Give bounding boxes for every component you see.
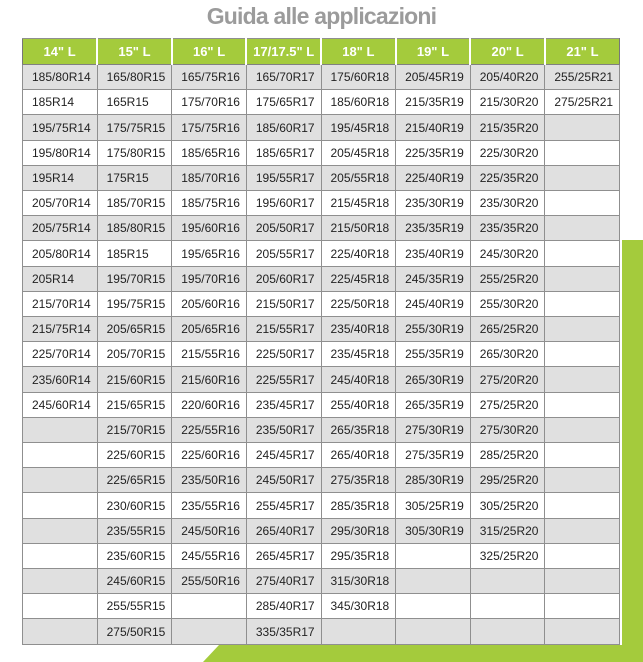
table-cell xyxy=(545,518,620,543)
table-cell: 185/75R16 xyxy=(172,191,247,216)
table-row xyxy=(23,594,620,619)
table-cell: 175/60R18 xyxy=(321,65,396,90)
table-cell xyxy=(321,619,396,645)
table-cell: 225/40R18 xyxy=(321,241,396,266)
table-row xyxy=(23,216,620,241)
table-header-row xyxy=(23,39,620,65)
table-cell: 225/50R18 xyxy=(321,291,396,316)
table-row xyxy=(23,165,620,190)
table-cell xyxy=(545,569,620,594)
applications-table xyxy=(22,38,620,645)
table-cell xyxy=(396,594,471,619)
right-green-band xyxy=(622,240,643,662)
table-cell: 205/70R14 xyxy=(23,191,98,216)
table-cell: 265/45R17 xyxy=(246,543,321,568)
table-cell xyxy=(172,619,247,645)
table-cell: 195/60R16 xyxy=(172,216,247,241)
table-cell: 345/30R18 xyxy=(321,594,396,619)
table-cell: 175/70R16 xyxy=(172,90,247,115)
table-cell: 295/35R18 xyxy=(321,543,396,568)
table-cell: 265/35R19 xyxy=(396,392,471,417)
table-cell: 215/70R14 xyxy=(23,291,98,316)
table-cell: 205/55R18 xyxy=(321,165,396,190)
table-cell xyxy=(545,266,620,291)
table-cell: 185/80R15 xyxy=(97,216,172,241)
table-cell: 245/50R17 xyxy=(246,468,321,493)
table-cell: 245/50R16 xyxy=(172,518,247,543)
table-row xyxy=(23,417,620,442)
table-cell: 305/30R19 xyxy=(396,518,471,543)
table-cell: 285/40R17 xyxy=(246,594,321,619)
table-cell: 205/75R14 xyxy=(23,216,98,241)
table-cell: 205/50R17 xyxy=(246,216,321,241)
table-cell: 235/60R14 xyxy=(23,367,98,392)
bottom-green-band xyxy=(203,645,643,662)
table-cell: 255/45R17 xyxy=(246,493,321,518)
table-cell: 235/30R19 xyxy=(396,191,471,216)
table-cell: 235/35R19 xyxy=(396,216,471,241)
table-cell: 225/70R14 xyxy=(23,342,98,367)
table-cell: 175R15 xyxy=(97,165,172,190)
table-cell: 245/60R15 xyxy=(97,569,172,594)
table-cell xyxy=(545,191,620,216)
table-cell: 305/25R20 xyxy=(470,493,545,518)
table-cell: 235/50R17 xyxy=(246,417,321,442)
table-row xyxy=(23,342,620,367)
table-row xyxy=(23,468,620,493)
table-cell xyxy=(545,392,620,417)
table-cell: 185/65R17 xyxy=(246,140,321,165)
table-cell xyxy=(545,468,620,493)
table-cell xyxy=(545,317,620,342)
table-cell: 235/40R19 xyxy=(396,241,471,266)
table-cell: 235/30R20 xyxy=(470,191,545,216)
table-cell: 285/30R19 xyxy=(396,468,471,493)
table-cell xyxy=(23,518,98,543)
table-cell: 165/80R15 xyxy=(97,65,172,90)
table-cell: 185/80R14 xyxy=(23,65,98,90)
table-body xyxy=(23,65,620,645)
table-cell xyxy=(545,417,620,442)
table-cell: 205/60R17 xyxy=(246,266,321,291)
table-cell: 325/25R20 xyxy=(470,543,545,568)
table-cell: 215/50R17 xyxy=(246,291,321,316)
table-cell: 255/30R20 xyxy=(470,291,545,316)
table-cell: 215/65R15 xyxy=(97,392,172,417)
column-header: 16" L xyxy=(172,39,247,65)
table-row xyxy=(23,241,620,266)
table-cell: 195/80R14 xyxy=(23,140,98,165)
table-cell: 185/60R17 xyxy=(246,115,321,140)
table-cell: 205/45R18 xyxy=(321,140,396,165)
table-cell: 265/30R20 xyxy=(470,342,545,367)
table-cell: 245/30R20 xyxy=(470,241,545,266)
table-cell: 195/75R14 xyxy=(23,115,98,140)
table-cell: 285/25R20 xyxy=(470,443,545,468)
table-cell: 265/25R20 xyxy=(470,317,545,342)
table-cell: 230/60R15 xyxy=(97,493,172,518)
table-cell xyxy=(545,619,620,645)
table-cell: 295/30R18 xyxy=(321,518,396,543)
table-cell: 235/55R15 xyxy=(97,518,172,543)
table-cell: 275/20R20 xyxy=(470,367,545,392)
table-cell: 185/70R15 xyxy=(97,191,172,216)
table-cell: 185/65R16 xyxy=(172,140,247,165)
table-cell xyxy=(545,342,620,367)
table-row xyxy=(23,65,620,90)
table-cell: 265/35R18 xyxy=(321,417,396,442)
table-cell xyxy=(396,619,471,645)
table-cell: 275/25R20 xyxy=(470,392,545,417)
column-header: 20" L xyxy=(470,39,545,65)
table-cell: 275/40R17 xyxy=(246,569,321,594)
table-cell: 305/25R19 xyxy=(396,493,471,518)
table-cell xyxy=(545,241,620,266)
table-cell: 195/70R15 xyxy=(97,266,172,291)
table-cell: 185R14 xyxy=(23,90,98,115)
table-cell xyxy=(23,493,98,518)
table-cell xyxy=(23,543,98,568)
table-cell: 175/75R15 xyxy=(97,115,172,140)
table-cell: 255/50R16 xyxy=(172,569,247,594)
table-cell: 215/40R19 xyxy=(396,115,471,140)
table-cell: 165/70R17 xyxy=(246,65,321,90)
table-cell: 255/40R18 xyxy=(321,392,396,417)
table-cell: 205/65R16 xyxy=(172,317,247,342)
table-cell xyxy=(23,594,98,619)
table-cell: 255/25R21 xyxy=(545,65,620,90)
table-row xyxy=(23,392,620,417)
table-cell: 215/45R18 xyxy=(321,191,396,216)
table-cell: 215/35R19 xyxy=(396,90,471,115)
table-cell xyxy=(545,543,620,568)
table-cell: 195/45R18 xyxy=(321,115,396,140)
table-cell: 235/45R17 xyxy=(246,392,321,417)
table-cell xyxy=(23,569,98,594)
table-cell: 205/60R16 xyxy=(172,291,247,316)
table-cell: 165R15 xyxy=(97,90,172,115)
table-cell: 215/75R14 xyxy=(23,317,98,342)
table-cell: 185/60R18 xyxy=(321,90,396,115)
table-cell xyxy=(545,594,620,619)
table-cell: 175/80R15 xyxy=(97,140,172,165)
table-cell: 205/80R14 xyxy=(23,241,98,266)
table-cell: 195/60R17 xyxy=(246,191,321,216)
table-cell: 265/40R17 xyxy=(246,518,321,543)
table-cell: 185R15 xyxy=(97,241,172,266)
column-header: 19" L xyxy=(396,39,471,65)
table-cell xyxy=(470,619,545,645)
table-cell: 225/50R17 xyxy=(246,342,321,367)
table-cell: 225/40R19 xyxy=(396,165,471,190)
table-cell xyxy=(545,443,620,468)
table-cell: 235/40R18 xyxy=(321,317,396,342)
table-row xyxy=(23,115,620,140)
table-row xyxy=(23,443,620,468)
table-cell: 225/35R20 xyxy=(470,165,545,190)
table-cell: 175/65R17 xyxy=(246,90,321,115)
table-cell: 205/55R17 xyxy=(246,241,321,266)
table-cell xyxy=(23,468,98,493)
table-cell: 275/25R21 xyxy=(545,90,620,115)
table-cell: 195/70R16 xyxy=(172,266,247,291)
table-row xyxy=(23,493,620,518)
table-cell: 255/55R15 xyxy=(97,594,172,619)
table-cell: 235/50R16 xyxy=(172,468,247,493)
table-cell: 215/55R16 xyxy=(172,342,247,367)
table-cell: 215/70R15 xyxy=(97,417,172,442)
table-cell xyxy=(23,443,98,468)
table-row xyxy=(23,291,620,316)
table-row xyxy=(23,619,620,645)
column-header: 18" L xyxy=(321,39,396,65)
table-cell: 215/60R16 xyxy=(172,367,247,392)
column-header: 14" L xyxy=(23,39,98,65)
table-cell: 195R14 xyxy=(23,165,98,190)
table-cell: 205/45R19 xyxy=(396,65,471,90)
table-cell: 235/60R15 xyxy=(97,543,172,568)
table-cell xyxy=(545,216,620,241)
table-cell: 275/30R20 xyxy=(470,417,545,442)
table-cell xyxy=(545,140,620,165)
table-cell: 205/70R15 xyxy=(97,342,172,367)
table-cell: 265/40R18 xyxy=(321,443,396,468)
table-cell: 265/30R19 xyxy=(396,367,471,392)
table-cell: 205/65R15 xyxy=(97,317,172,342)
column-header: 15" L xyxy=(97,39,172,65)
table-cell: 315/30R18 xyxy=(321,569,396,594)
table-cell xyxy=(23,417,98,442)
table-cell: 275/35R19 xyxy=(396,443,471,468)
table-cell: 215/35R20 xyxy=(470,115,545,140)
table-cell xyxy=(545,493,620,518)
table-cell: 235/35R20 xyxy=(470,216,545,241)
table-cell: 275/50R15 xyxy=(97,619,172,645)
table-cell xyxy=(545,165,620,190)
table-row xyxy=(23,569,620,594)
table-row xyxy=(23,317,620,342)
table-cell: 205R14 xyxy=(23,266,98,291)
table-cell: 245/35R19 xyxy=(396,266,471,291)
table-cell xyxy=(545,115,620,140)
table-row xyxy=(23,140,620,165)
table-cell: 215/50R18 xyxy=(321,216,396,241)
table-row xyxy=(23,543,620,568)
table-cell xyxy=(172,594,247,619)
table-cell: 175/75R16 xyxy=(172,115,247,140)
table-cell: 235/55R16 xyxy=(172,493,247,518)
table-cell: 245/55R16 xyxy=(172,543,247,568)
page-title: Guida alle applicazioni xyxy=(206,3,437,29)
table-row xyxy=(23,518,620,543)
table-cell: 205/40R20 xyxy=(470,65,545,90)
table-cell: 245/40R19 xyxy=(396,291,471,316)
table-cell xyxy=(545,367,620,392)
table-cell: 245/45R17 xyxy=(246,443,321,468)
table-cell: 255/30R19 xyxy=(396,317,471,342)
table-cell: 225/60R15 xyxy=(97,443,172,468)
table-cell xyxy=(23,619,98,645)
table-cell: 225/55R17 xyxy=(246,367,321,392)
table-cell: 255/35R19 xyxy=(396,342,471,367)
table-cell: 225/65R15 xyxy=(97,468,172,493)
table-row xyxy=(23,367,620,392)
table-cell: 195/55R17 xyxy=(246,165,321,190)
table-cell: 215/55R17 xyxy=(246,317,321,342)
table-cell: 255/25R20 xyxy=(470,266,545,291)
table-cell xyxy=(545,291,620,316)
table-cell: 245/40R18 xyxy=(321,367,396,392)
table-cell: 335/35R17 xyxy=(246,619,321,645)
table-cell: 295/25R20 xyxy=(470,468,545,493)
table-cell: 275/35R18 xyxy=(321,468,396,493)
table-cell: 165/75R16 xyxy=(172,65,247,90)
table-cell: 225/60R16 xyxy=(172,443,247,468)
table-cell: 245/60R14 xyxy=(23,392,98,417)
table-cell xyxy=(470,594,545,619)
table-cell xyxy=(396,569,471,594)
table-cell: 225/55R16 xyxy=(172,417,247,442)
table-cell: 225/30R20 xyxy=(470,140,545,165)
table-cell: 225/45R18 xyxy=(321,266,396,291)
table-row xyxy=(23,90,620,115)
table-cell xyxy=(470,569,545,594)
table-cell: 195/75R15 xyxy=(97,291,172,316)
table-cell xyxy=(396,543,471,568)
table-cell: 285/35R18 xyxy=(321,493,396,518)
table-cell: 220/60R16 xyxy=(172,392,247,417)
table-cell: 275/30R19 xyxy=(396,417,471,442)
table-cell: 195/65R16 xyxy=(172,241,247,266)
table-cell: 185/70R16 xyxy=(172,165,247,190)
table-row xyxy=(23,191,620,216)
table-cell: 225/35R19 xyxy=(396,140,471,165)
table-cell: 315/25R20 xyxy=(470,518,545,543)
column-header: 17/17.5" L xyxy=(246,39,321,65)
column-header: 21" L xyxy=(545,39,620,65)
table-cell: 215/60R15 xyxy=(97,367,172,392)
table-row xyxy=(23,266,620,291)
table-cell: 235/45R18 xyxy=(321,342,396,367)
table-cell: 215/30R20 xyxy=(470,90,545,115)
